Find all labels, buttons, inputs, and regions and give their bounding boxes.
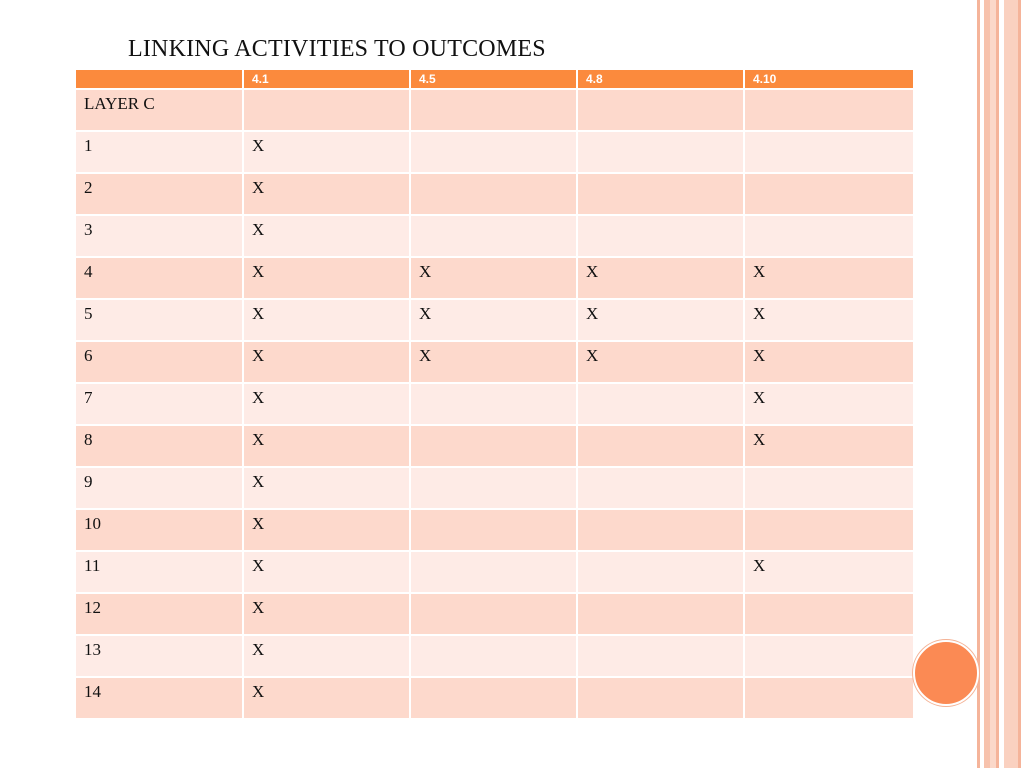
table-cell (577, 467, 744, 509)
table-row (76, 593, 913, 635)
table-cell: X (577, 299, 744, 341)
table-row (76, 131, 913, 173)
row-label-cell: 1 (76, 131, 243, 173)
row-label-cell: 9 (76, 467, 243, 509)
table-cell: X (744, 383, 913, 425)
table-row (76, 383, 913, 425)
table-row (76, 341, 913, 383)
row-label-cell: 13 (76, 635, 243, 677)
table-cell: X (243, 635, 410, 677)
decorative-stripe (996, 0, 999, 768)
table-cell: X (243, 677, 410, 719)
table-cell (744, 509, 913, 551)
table-cell (410, 551, 577, 593)
table-cell: X (243, 131, 410, 173)
table-cell: X (744, 299, 913, 341)
table-cell (577, 509, 744, 551)
table-row (76, 425, 913, 467)
table-cell: X (577, 341, 744, 383)
table-cell: X (243, 299, 410, 341)
table-cell (744, 215, 913, 257)
table-cell (744, 173, 913, 215)
table-cell (410, 173, 577, 215)
row-label-cell: 8 (76, 425, 243, 467)
table-cell (410, 89, 577, 131)
table-row (76, 257, 913, 299)
table-row (76, 509, 913, 551)
table-cell: X (243, 173, 410, 215)
decorative-stripe (977, 0, 980, 768)
row-label-cell: 12 (76, 593, 243, 635)
table-cell: X (577, 257, 744, 299)
table-cell: X (243, 593, 410, 635)
table-cell (744, 89, 913, 131)
table-header-row (76, 70, 913, 89)
table-cell (577, 131, 744, 173)
table-cell: X (243, 551, 410, 593)
table-cell (577, 551, 744, 593)
decorative-stripe (1004, 0, 1018, 768)
table-cell: X (243, 215, 410, 257)
table-cell (410, 131, 577, 173)
table-cell: X (243, 257, 410, 299)
header-cell: 4.5 (410, 70, 577, 89)
row-label-cell: 6 (76, 341, 243, 383)
table-cell: X (744, 551, 913, 593)
table-cell: X (744, 341, 913, 383)
decorative-stripe (1018, 0, 1021, 768)
table-cell (577, 635, 744, 677)
table-row (76, 551, 913, 593)
table-row (76, 299, 913, 341)
table-row (76, 635, 913, 677)
row-label-cell: 3 (76, 215, 243, 257)
row-label-cell: 7 (76, 383, 243, 425)
table-cell (410, 425, 577, 467)
table-cell (410, 677, 577, 719)
table-cell: X (243, 509, 410, 551)
table-cell (577, 593, 744, 635)
table-cell (744, 593, 913, 635)
table-row (76, 89, 913, 131)
row-label-cell: 4 (76, 257, 243, 299)
table-cell (410, 509, 577, 551)
table-cell (410, 215, 577, 257)
header-cell: 4.8 (577, 70, 744, 89)
table-cell: X (410, 299, 577, 341)
row-label-cell: 11 (76, 551, 243, 593)
decorative-circle (913, 640, 979, 706)
table-row (76, 173, 913, 215)
table-row (76, 467, 913, 509)
table-cell (744, 635, 913, 677)
table-cell (410, 593, 577, 635)
header-cell (76, 70, 243, 89)
table-cell: X (410, 341, 577, 383)
table-cell (243, 89, 410, 131)
table-cell: X (243, 425, 410, 467)
row-label-cell: 10 (76, 509, 243, 551)
table-cell (410, 467, 577, 509)
table-cell: X (410, 257, 577, 299)
table-cell (744, 467, 913, 509)
header-cell: 4.10 (744, 70, 913, 89)
table-cell (577, 215, 744, 257)
slide-title: LINKING ACTIVITIES TO OUTCOMES (128, 36, 546, 62)
table-row (76, 677, 913, 719)
row-label-cell: 5 (76, 299, 243, 341)
row-label-cell: 14 (76, 677, 243, 719)
table-cell: X (744, 425, 913, 467)
table-cell: X (243, 467, 410, 509)
table-cell (577, 425, 744, 467)
table-cell (577, 677, 744, 719)
header-cell: 4.1 (243, 70, 410, 89)
table-cell (577, 173, 744, 215)
table-row (76, 215, 913, 257)
table-cell: X (243, 383, 410, 425)
table-cell (744, 131, 913, 173)
table-cell (410, 383, 577, 425)
table-cell: X (243, 341, 410, 383)
table-cell (744, 677, 913, 719)
table-cell: X (744, 257, 913, 299)
table-cell (577, 383, 744, 425)
row-label-cell: 2 (76, 173, 243, 215)
table-cell (577, 89, 744, 131)
outcomes-table (76, 70, 913, 720)
table-cell (410, 635, 577, 677)
row-label-cell: LAYER C (76, 89, 243, 131)
